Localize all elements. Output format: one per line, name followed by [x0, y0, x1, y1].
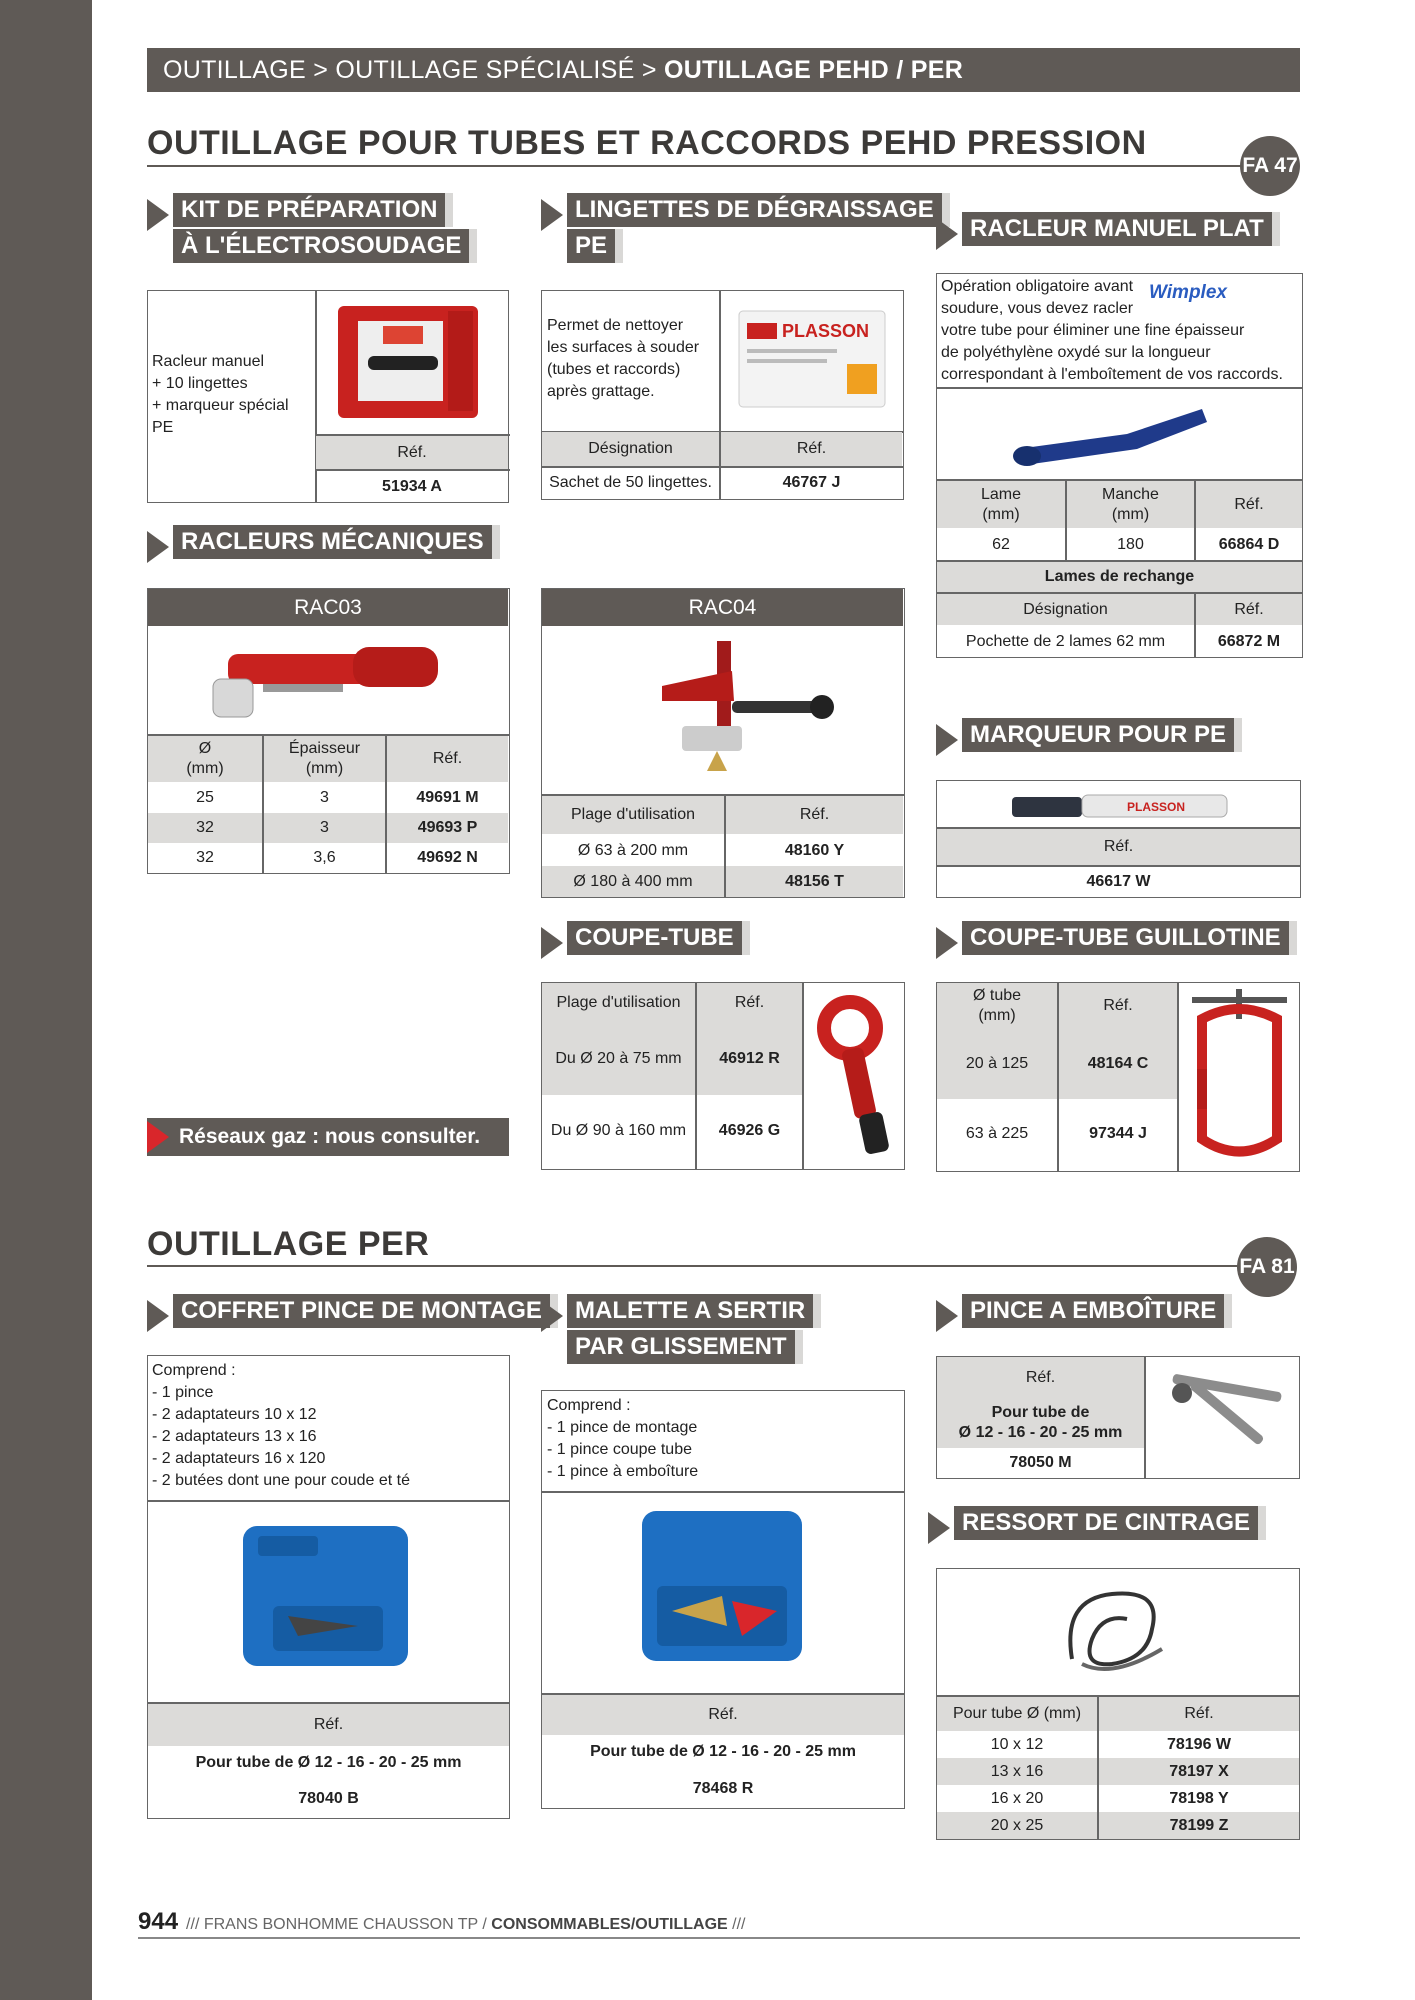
- lingettes-box: [541, 290, 904, 500]
- plasson-logo: PLASSON: [782, 321, 870, 341]
- text-line: LINGETTES DE DÉGRAISSAGE: [567, 193, 942, 227]
- marqueur-ref-label: Réf.: [937, 829, 1300, 865]
- ressort-row1-ref: 78196 W: [1166, 1735, 1232, 1753]
- text-line: Réseaux gaz : nous consulter.: [179, 1125, 481, 1148]
- ressort-box: [936, 1568, 1300, 1840]
- text-line: Comprend :: [547, 1397, 631, 1414]
- ressort-col-ref: Réf.: [1099, 1697, 1299, 1731]
- guillotine-col-tube: [937, 983, 1057, 1029]
- text-line: - 2 adaptateurs 16 x 120: [152, 1450, 326, 1467]
- left-sidebar-band: [0, 0, 92, 2000]
- rac04-image: [622, 631, 842, 781]
- text-line: votre tube pour éliminer une fine épaisseur: [941, 322, 1245, 339]
- pince-ref: 78050 M: [1009, 1454, 1072, 1471]
- text-line: - 1 pince à emboîture: [547, 1463, 699, 1480]
- manche-value: 180: [1117, 535, 1144, 553]
- ressort-row4-ref: 78199 Z: [1099, 1812, 1299, 1839]
- ressort-row3-tube: 16 x 20: [990, 1789, 1044, 1807]
- guillotine-heading: [936, 921, 1281, 963]
- rac03-image: [203, 629, 453, 729]
- rac03-row2-ep: 3: [264, 813, 385, 843]
- heading-arrow-icon: [541, 927, 563, 959]
- coffret-pour: Pour tube de Ø 12 - 16 - 20 - 25 mm: [195, 1754, 462, 1771]
- page-number: 944: [138, 1908, 179, 1935]
- breadcrumb: [147, 48, 1300, 92]
- coupe-tube-col-ref: Réf.: [697, 983, 802, 1023]
- fa47-badge: FA 47: [1240, 136, 1300, 196]
- gaz-note: [147, 1118, 509, 1156]
- guillotine-col-ref: Réf.: [1059, 983, 1177, 1029]
- col-ref: Réf.: [1196, 481, 1302, 528]
- rac03-row1-diam: 25: [196, 789, 214, 806]
- text-line: Comprend :: [152, 1362, 236, 1379]
- marqueur-heading: [936, 718, 1236, 760]
- coupe-tube-row1-ref: 46912 R: [697, 1023, 802, 1095]
- malette-box: [541, 1390, 905, 1809]
- kit-box: [147, 290, 509, 503]
- marqueur-image: [1007, 787, 1237, 823]
- text-line: ///: [727, 1916, 746, 1933]
- lingettes-ref: 46767 J: [782, 474, 841, 491]
- rac03-row3-diam: 32: [196, 849, 214, 866]
- coffret-heading: [147, 1294, 542, 1336]
- text-line: correspondant à l'emboîtement de vos raccords.: [941, 366, 1283, 383]
- text-line: + marqueur spécial: [152, 397, 289, 414]
- kit-product-image: [333, 301, 483, 426]
- text-line: KIT DE PRÉPARATION: [173, 193, 445, 227]
- rac04-col-plage: Plage d'utilisation: [542, 796, 724, 834]
- heading-arrow-icon: [936, 927, 958, 959]
- malette-heading: [541, 1294, 841, 1374]
- pince-box: [936, 1356, 1300, 1479]
- rac04-col-ref: Réf.: [726, 796, 903, 834]
- section-rule: [147, 1265, 1247, 1267]
- lame-value: 62: [992, 535, 1010, 553]
- text-line: MALETTE A SERTIR: [567, 1294, 813, 1328]
- coffret-ref-label: Réf.: [148, 1704, 509, 1746]
- rech-ref: 66872 M: [1217, 632, 1281, 650]
- section-title-pehd: OUTILLAGE POUR TUBES ET RACCORDS PEHD PRESSION: [147, 124, 1147, 162]
- coffret-ref: 78040 B: [298, 1790, 359, 1807]
- heading-arrow-icon: [147, 531, 169, 563]
- text-line: Ø tube: [972, 987, 1022, 1004]
- racleur-plat-image: [1007, 394, 1227, 474]
- ressort-row2-tube: 13 x 16: [937, 1758, 1097, 1785]
- heading-arrow-icon: [936, 218, 958, 250]
- guillotine-row1-tube: 20 à 125: [937, 1029, 1057, 1099]
- text-line: COFFRET PINCE DE MONTAGE: [173, 1294, 550, 1328]
- coupe-tube-box: [541, 982, 905, 1170]
- rac04-row1-ref: 48160 Y: [784, 841, 845, 859]
- text-line: RACLEUR MANUEL PLAT: [962, 212, 1272, 246]
- coupe-tube-col-plage: Plage d'utilisation: [542, 983, 695, 1023]
- racleur-plat-box: [936, 273, 1303, 658]
- text-line: Permet de nettoyer: [547, 317, 684, 334]
- text-line: - 1 pince: [152, 1384, 214, 1401]
- text-line: soudure, vous devez racler: [941, 300, 1134, 317]
- rac03-title: RAC03: [148, 589, 508, 626]
- pince-pour: [937, 1398, 1144, 1448]
- section-title-per: OUTILLAGE PER: [147, 1225, 430, 1263]
- text-line: RESSORT DE CINTRAGE: [954, 1506, 1258, 1540]
- heading-arrow-icon: [928, 1512, 950, 1544]
- racleur-plat-ref: 66864 D: [1218, 535, 1280, 553]
- rac04-row2-ref: 48156 T: [726, 866, 903, 897]
- rac03-row1-ref: 49691 M: [416, 789, 479, 806]
- marqueur-brand: PLASSON: [1127, 800, 1186, 814]
- rac04-row2-plage: Ø 180 à 400 mm: [542, 866, 724, 897]
- text-line: PINCE A EMBOÎTURE: [962, 1294, 1224, 1328]
- lingettes-col-designation: Désignation: [542, 432, 719, 466]
- lingettes-col-ref: Réf.: [721, 432, 902, 466]
- rac04-title: RAC04: [542, 589, 903, 626]
- heading-arrow-icon: [541, 199, 563, 231]
- coffret-image: [238, 1516, 418, 1676]
- ressort-heading: [936, 1506, 1251, 1548]
- text-line: COUPE-TUBE GUILLOTINE: [962, 921, 1289, 955]
- rechange-title: Lames de rechange: [937, 562, 1302, 592]
- text-line: Opération obligatoire avant: [941, 278, 1134, 295]
- rac03-row3-ep: 3,6: [313, 849, 336, 866]
- racleurs-meca-heading: [147, 525, 484, 567]
- text-line: À L'ÉLECTROSOUDAGE: [173, 229, 469, 263]
- rech-col-designation: Désignation: [937, 594, 1194, 625]
- text-line: - 2 adaptateurs 10 x 12: [152, 1406, 317, 1423]
- coupe-tube-row2-plage: Du Ø 90 à 160 mm: [550, 1122, 687, 1139]
- text-line: de polyéthylène oxydé sur la longueur: [941, 344, 1211, 361]
- lingettes-designation: Sachet de 50 lingettes.: [549, 474, 712, 491]
- coupe-tube-heading: [541, 921, 761, 963]
- fa81-badge: FA 81: [1237, 1237, 1297, 1297]
- malette-ref-label: Réf.: [542, 1695, 904, 1735]
- ressort-row3-ref: 78198 Y: [1169, 1789, 1229, 1807]
- rac03-box: [147, 588, 510, 874]
- ressort-row2-ref: 78197 X: [1099, 1758, 1299, 1785]
- text-line: Manche: [1102, 485, 1159, 503]
- text-line: (mm): [1111, 505, 1150, 523]
- rac03-col-diam: [148, 736, 262, 782]
- guillotine-row2-tube: 63 à 225: [965, 1125, 1029, 1142]
- heading-arrow-icon: [936, 1300, 958, 1332]
- ressort-image: [1052, 1579, 1182, 1689]
- rac04-box: [541, 588, 905, 898]
- malette-image: [632, 1501, 812, 1671]
- col-lame: [937, 481, 1065, 528]
- text-line: (tubes et raccords): [547, 361, 681, 378]
- rac03-row1-ep: 3: [320, 789, 329, 806]
- lingettes-heading: [541, 193, 934, 273]
- rac03-row2-diam: 32: [148, 813, 262, 843]
- rac03-col-epaisseur: [264, 736, 385, 782]
- text-line: COUPE-TUBE: [567, 921, 742, 955]
- heading-arrow-icon: [936, 724, 958, 756]
- footer: 944 /// FRANS BONHOMME CHAUSSON TP / CONSOMMABLES/OUTILLAGE ///: [138, 1908, 746, 1935]
- lingettes-product-image: [737, 309, 887, 409]
- text-line: /: [477, 1916, 492, 1933]
- text-line: Épaisseur: [288, 740, 361, 757]
- text-line: PAR GLISSEMENT: [567, 1330, 795, 1364]
- marqueur-box: [936, 780, 1301, 898]
- racleur-plat-heading: [936, 212, 1264, 254]
- ressort-row4-tube: 20 x 25: [937, 1812, 1097, 1839]
- guillotine-image: [1182, 989, 1297, 1167]
- text-line: (mm): [305, 760, 344, 777]
- text-line: - 2 butées dont une pour coude et té: [152, 1472, 410, 1489]
- guillotine-box: [936, 982, 1300, 1172]
- rac03-col-ref: Réf.: [387, 736, 508, 782]
- breadcrumb-path: OUTILLAGE > OUTILLAGE SPÉCIALISÉ >: [163, 56, 664, 84]
- rac03-row2-ref: 49693 P: [387, 813, 508, 843]
- coupe-tube-row1-plage: Du Ø 20 à 75 mm: [542, 1023, 695, 1095]
- kit-ref-label: Réf.: [316, 436, 508, 469]
- wimplex-logo: Wimplex: [1149, 282, 1227, 303]
- text-line: /// FRANS BONHOMME CHAUSSON TP: [186, 1916, 478, 1933]
- breadcrumb-current: OUTILLAGE PEHD / PER: [663, 56, 964, 84]
- col-manche: [1067, 481, 1194, 528]
- text-line: Racleur manuel: [152, 353, 265, 370]
- heading-arrow-icon: [541, 1300, 563, 1332]
- text-line: (mm): [186, 760, 224, 777]
- coupe-tube-row2-ref: 46926 G: [718, 1122, 781, 1139]
- pince-heading: [936, 1294, 1236, 1336]
- malette-pour: Pour tube de Ø 12 - 16 - 20 - 25 mm: [590, 1743, 856, 1760]
- malette-ref: 78468 R: [692, 1780, 754, 1797]
- rac04-row1-plage: Ø 63 à 200 mm: [577, 841, 689, 859]
- footer-rule: [138, 1937, 1300, 1939]
- text-line: + 10 lingettes: [152, 375, 248, 392]
- rac03-row3-ref: 49692 N: [417, 849, 478, 866]
- text-line: (mm): [982, 505, 1020, 523]
- text-line: Ø: [198, 740, 212, 757]
- coffret-box: [147, 1355, 510, 1819]
- text-line: après grattage.: [547, 383, 655, 400]
- pince-image: [1152, 1363, 1292, 1473]
- text-line: RACLEURS MÉCANIQUES: [173, 525, 492, 559]
- rech-col-ref: Réf.: [1196, 594, 1302, 625]
- guillotine-row2-ref: 97344 J: [1089, 1125, 1147, 1142]
- section-rule: [147, 165, 1247, 167]
- rech-designation: Pochette de 2 lames 62 mm: [965, 632, 1166, 650]
- coupe-tube-image: [810, 993, 900, 1163]
- text-line: Lame: [980, 485, 1022, 503]
- text-line: - 2 adaptateurs 13 x 16: [152, 1428, 317, 1445]
- text-line: PE: [567, 229, 615, 263]
- text-line: PE: [152, 419, 174, 436]
- ressort-col-tube: Pour tube Ø (mm): [937, 1697, 1097, 1731]
- text-line: (mm): [978, 1007, 1016, 1024]
- text-line: Pour tube de: [991, 1404, 1090, 1421]
- heading-arrow-icon: [147, 199, 169, 231]
- pince-ref-label: Réf.: [937, 1357, 1144, 1398]
- guillotine-row1-ref: 48164 C: [1059, 1029, 1177, 1099]
- text-line: les surfaces à souder: [547, 339, 700, 356]
- kit-ref: 51934 A: [382, 477, 442, 495]
- text-line: Ø 12 - 16 - 20 - 25 mm: [958, 1424, 1123, 1441]
- text-line: - 1 pince de montage: [547, 1419, 698, 1436]
- ressort-row1-tube: 10 x 12: [990, 1735, 1044, 1753]
- text-line: MARQUEUR POUR PE: [962, 718, 1234, 752]
- heading-arrow-icon: [147, 1300, 169, 1332]
- marqueur-ref: 46617 W: [1086, 873, 1151, 890]
- kit-heading: [147, 193, 462, 273]
- warning-arrow-icon: [147, 1121, 169, 1153]
- text-line: - 1 pince coupe tube: [547, 1441, 692, 1458]
